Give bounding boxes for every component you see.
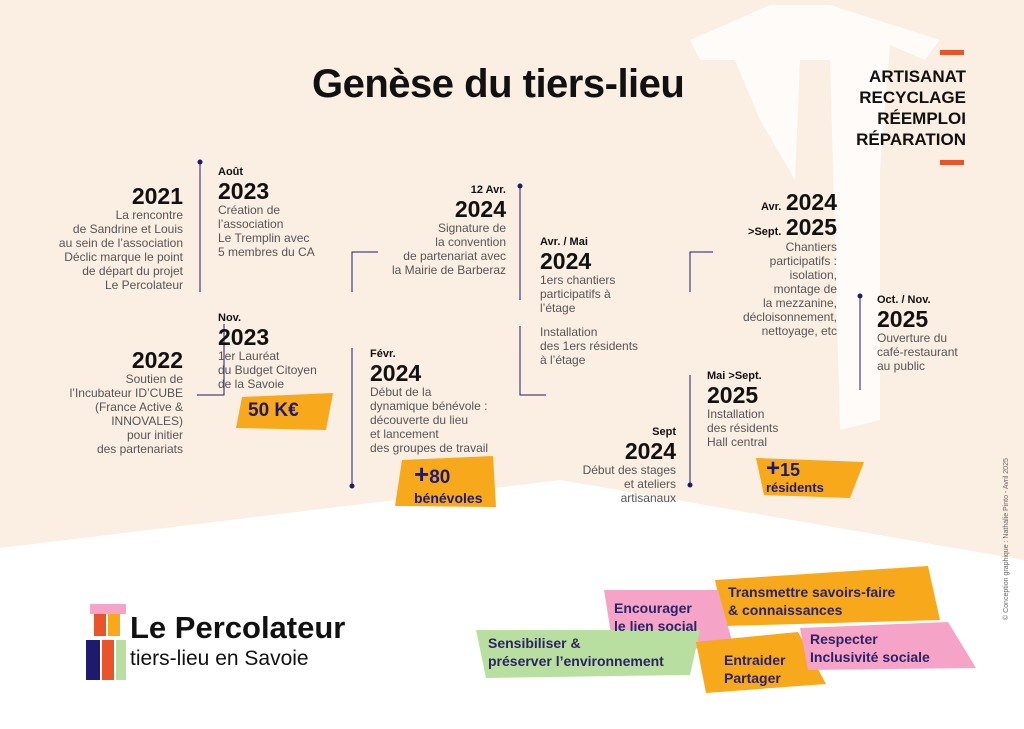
badge-residents-number: 15 — [780, 460, 801, 480]
value-sensibiliser: Sensibiliser & préserver l’environnement — [488, 635, 664, 669]
event-installation-residents: Installation des 1ers résidents à l’étage — [540, 325, 639, 367]
event-2022 — [70, 348, 183, 456]
logo-name: Le Percolateur — [130, 610, 346, 645]
event-year: 2023 — [218, 178, 270, 204]
event-month: Avr. / Mai — [540, 236, 588, 248]
event-text: Début de la dynamique bénévole : découverte du lieu et lancement des groupes de travail — [370, 385, 489, 455]
event-mai-sept-2025 — [707, 370, 778, 449]
event-year: 2024 — [540, 248, 592, 274]
event-2021 — [59, 184, 183, 292]
badge-budget: 50 K€ — [248, 400, 299, 421]
event-month: Oct. / Nov. — [877, 294, 931, 306]
event-text: Ouverture du café-restaurant au public — [877, 331, 958, 373]
event-year: 2024 — [624, 438, 676, 464]
credit-text: © Conception graphique : Nathalie Pinto - Avril 2025 — [1003, 458, 1010, 620]
event-year: 2024 — [785, 189, 837, 215]
event-month: Nov. — [218, 312, 242, 324]
event-month: 12 Avr. — [470, 184, 506, 196]
event-year-end: 2025 — [785, 214, 837, 240]
event-avr-mai-2024 — [540, 236, 615, 315]
value-entraider: Entraider Partager — [724, 652, 786, 686]
badge-benevoles-label: bénévoles — [414, 490, 483, 506]
keyword-reemploi: RÉEMPLOI — [877, 109, 966, 128]
event-year: 2024 — [370, 360, 422, 386]
event-text: Signature de la convention de partenariat avec la Mairie de Barberaz — [391, 221, 506, 277]
plus-icon: + — [766, 455, 781, 482]
event-aout-2023 — [218, 166, 315, 259]
event-text: Création de l’association Le Tremplin avec 5 membres du CA — [218, 203, 315, 259]
event-month: Févr. — [370, 348, 396, 360]
event-avr-2024-sept-2025 — [743, 190, 837, 338]
event-oct-nov-2025 — [877, 294, 958, 373]
logo-tagline: tiers-lieu en Savoie — [130, 647, 309, 670]
event-text: Soutien de l’Incubateur ID’CUBE (France Active & INNOVALES) pour initier des partenariats — [69, 372, 183, 456]
event-month: Sept — [652, 426, 676, 438]
event-year: 2025 — [707, 382, 759, 408]
event-month: Août — [218, 166, 244, 178]
event-month: Mai >Sept. — [707, 370, 762, 382]
keyword-reparation: RÉPARATION — [856, 130, 966, 149]
badge-benevoles-number: 80 — [429, 467, 451, 488]
event-year: 2022 — [131, 347, 183, 373]
event-sept-2024 — [583, 426, 676, 505]
value-encourager: Encourager le lien social — [614, 600, 698, 634]
badge-residents-label: résidents — [766, 480, 824, 495]
badge-residents — [766, 455, 824, 497]
event-year: 2025 — [877, 306, 929, 332]
event-text: La rencontre de Sandrine et Louis au sein de l’association Déclic marque le point de départ du projet Le Percolateur — [58, 208, 183, 292]
event-text: 1ers chantiers participatifs à l’étage — [540, 273, 616, 315]
value-respecter: Respecter Inclusivité sociale — [810, 631, 930, 665]
event-text: Début des stages et ateliers artisanaux — [582, 463, 676, 505]
event-avr-2024 — [392, 184, 506, 277]
event-text: 1er Lauréat du Budget Citoyen de la Savoie — [218, 349, 317, 391]
event-year: 2024 — [454, 196, 506, 222]
event-text: Installation des résidents Hall central — [707, 407, 779, 449]
event-month-end: >Sept. — [748, 226, 782, 238]
plus-icon: + — [414, 459, 430, 489]
keyword-artisanat: ARTISANAT — [869, 67, 966, 86]
event-text: Chantiers participatifs : isolation, montage de la mezzanine, décloisonnement, nettoyage, etc — [742, 240, 837, 338]
badge-benevoles — [414, 459, 483, 508]
event-fevr-2024 — [370, 348, 488, 455]
event-nov-2023 — [218, 312, 317, 391]
event-year: 2023 — [218, 324, 270, 350]
value-transmettre: Transmettre savoirs-faire & connaissances — [728, 584, 896, 618]
event-month: Avr. — [760, 201, 782, 213]
event-year: 2021 — [131, 183, 183, 209]
keyword-recyclage: RECYCLAGE — [859, 88, 966, 107]
page-title: Genèse du tiers-lieu — [312, 62, 685, 106]
